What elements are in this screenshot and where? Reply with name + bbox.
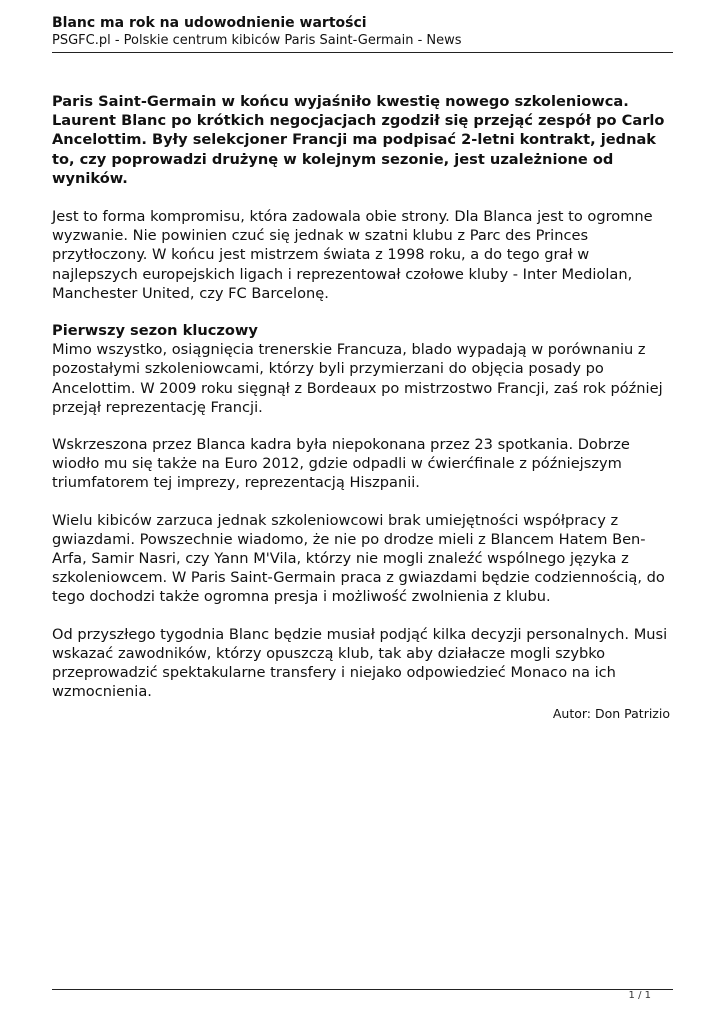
section-heading: Pierwszy sezon kluczowy (52, 322, 258, 340)
article-paragraph-3: Wskrzeszona przez Blanca kadra była niepokonana przez 23 spotkania. Dobrze wiodło mu się także na Euro 2012, gdzie odpadli w ćwierćfinale z późniejszym triumfatorem tej imprezy, reprezentacją Hiszpanii. (52, 436, 630, 492)
article-paragraph-5: Od przyszłego tygodnia Blanc będzie musiał podjąć kilka decyzji personalnych. Musi wskazać zawodników, którzy opuszczą klub, tak aby działacze mogli szybko przeprowadzić spektakularne transfery i niejako odpowiedzieć Monaco na ich wzmocnienia. (52, 625, 668, 701)
article-body (52, 92, 677, 719)
footer-divider (52, 989, 673, 990)
document-source: PSGFC.pl - Polskie centrum kibiców Paris Saint-Germain - News (52, 33, 462, 48)
article-paragraph-2: Mimo wszystko, osiągnięcia trenerskie Francuza, blado wypadają w porównaniu z pozostałymi szkoleniowcami, którzy byli przymierzani do objęcia posady po Ancelottim. W 2009 roku sięgnął z Bordeaux po mistrzostwo Francji, zaś rok później przejął reprezentację Francji. (52, 341, 663, 416)
article-paragraph-4: Wielu kibiców zarzuca jednak szkoleniowcowi brak umiejętności współpracy z gwiazdami. Powszechnie wiadomo, że nie po drodze mieli z Blancem Hatem Ben-Arfa, Samir Nasri, czy Yann M'Vila, którzy nie mogli znaleźć wspólnego języka z szkoleniowcem. W Paris Saint-Germain praca z gwiazdami będzie codziennością, do tego dochodzi także ogromna presja i możliwość zwolnienia z klubu. (52, 511, 665, 606)
document-title: Blanc ma rok na udowodnienie wartości (52, 15, 367, 31)
article-lead: Paris Saint-Germain w końcu wyjaśniło kwestię nowego szkoleniowca. Laurent Blanc po krótkich negocjacjach zgodził się przejąć zespół po Carlo Ancelottim. Były selekcjoner Francji ma podpisać 2-letni kontrakt, jednak to, czy poprowadzi drużynę w kolejnym sezonie, jest uzależnione od wyników. (52, 93, 665, 187)
header-divider (52, 52, 673, 53)
article-paragraph-1: Jest to forma kompromisu, która zadowala obie strony. Dla Blanca jest to ogromne wyzwanie. Nie powinien czuć się jednak w szatni klubu z Parc des Princes przytłoczony. W końcu jest mistrzem świata z 1998 roku, a do tego grał w najlepszych europejskich ligach i reprezentował czołowe kluby - Inter Mediolan, Manchester United, czy FC Barcelonę. (52, 208, 653, 302)
page-number: 1 / 1 (628, 990, 651, 1001)
article-section (52, 321, 677, 417)
article-author: Autor: Don Patrizio (552, 706, 670, 721)
document-header (52, 14, 672, 50)
